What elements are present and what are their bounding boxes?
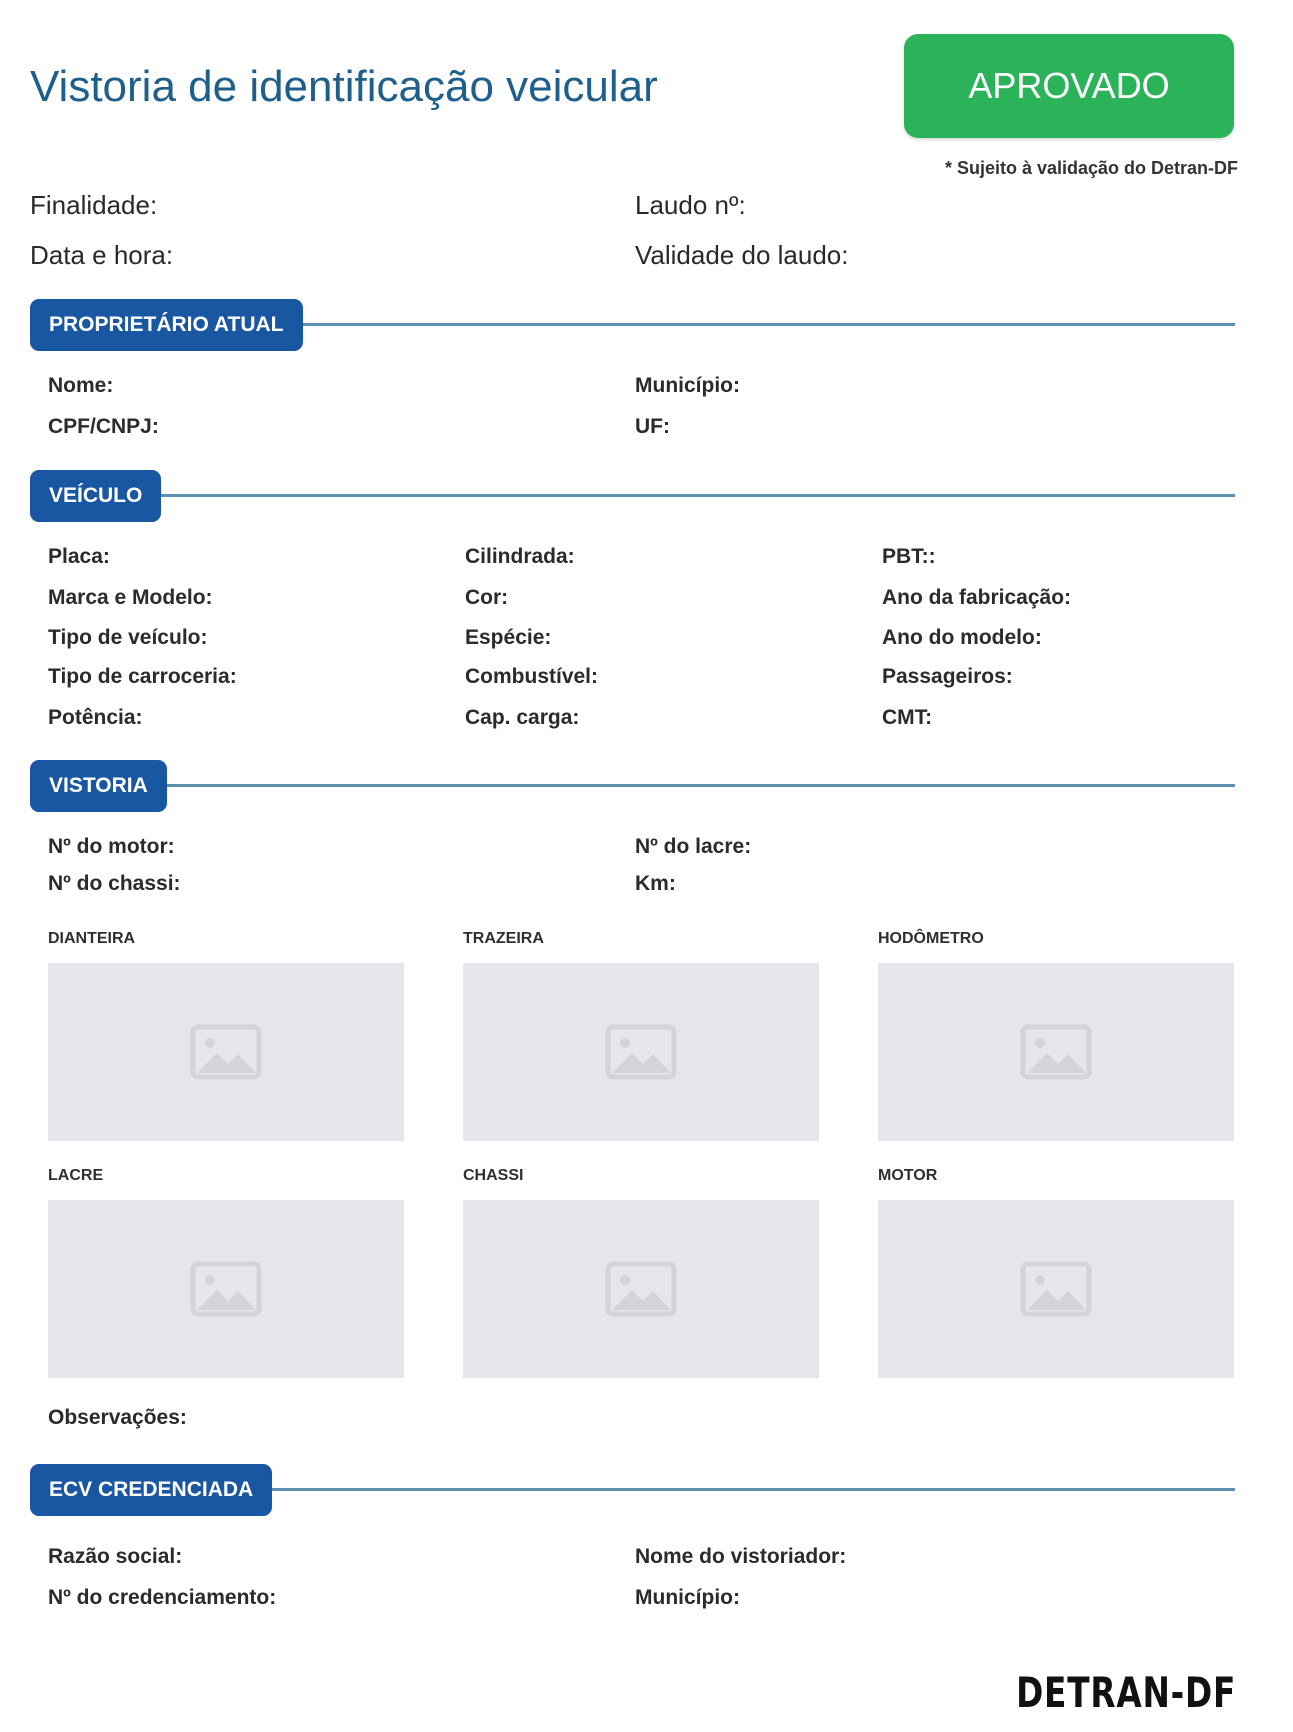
- photo-placeholder-chassi: [463, 1200, 819, 1378]
- validade-label: Validade do laudo:: [635, 240, 849, 270]
- finalidade-label: Finalidade:: [30, 190, 158, 220]
- section-proprietario: PROPRIETÁRIO ATUAL: [30, 299, 303, 351]
- tipo-carroceria-label: Tipo de carroceria:: [48, 665, 237, 688]
- nome-label: Nome:: [48, 374, 114, 397]
- cpf-label: CPF/CNPJ:: [48, 415, 159, 438]
- image-icon: [605, 1024, 677, 1080]
- detran-logo: DETRAN-DF: [1015, 1668, 1236, 1717]
- photo-placeholder-dianteira: [48, 963, 404, 1141]
- photo-caption-lacre: LACRE: [48, 1167, 104, 1184]
- section-veiculo: VEÍCULO: [30, 470, 161, 522]
- cmt-label: CMT:: [882, 706, 933, 729]
- cor-label: Cor:: [465, 586, 509, 609]
- ecv-municipio-label: Município:: [635, 1586, 740, 1609]
- ano-fabricacao-label: Ano da fabricação:: [882, 586, 1072, 609]
- uf-label: UF:: [635, 415, 670, 438]
- section-ecv: ECV CREDENCIADA: [30, 1464, 272, 1516]
- data-hora-label: Data e hora:: [30, 240, 174, 270]
- image-icon: [605, 1261, 677, 1317]
- marca-modelo-label: Marca e Modelo:: [48, 586, 213, 609]
- photo-caption-chassi: CHASSI: [463, 1167, 524, 1184]
- validation-note: * Sujeito à validação do Detran-DF: [944, 158, 1238, 178]
- photo-placeholder-trazeira: [463, 963, 819, 1141]
- photo-caption-trazeira: TRAZEIRA: [463, 930, 544, 947]
- image-icon: [190, 1261, 262, 1317]
- lacre-number-label: Nº do lacre:: [635, 835, 752, 858]
- passageiros-label: Passageiros:: [882, 665, 1013, 688]
- observacoes-label: Observações:: [48, 1406, 187, 1429]
- photo-placeholder-hodometro: [878, 963, 1234, 1141]
- credenciamento-label: Nº do credenciamento:: [48, 1586, 277, 1609]
- km-label: Km:: [635, 872, 676, 895]
- laudo-label: Laudo nº:: [635, 190, 746, 220]
- potencia-label: Potência:: [48, 706, 143, 729]
- image-icon: [190, 1024, 262, 1080]
- section-vistoria: VISTORIA: [30, 760, 167, 812]
- ano-modelo-label: Ano do modelo:: [882, 626, 1042, 649]
- image-icon: [1020, 1261, 1092, 1317]
- photo-caption-dianteira: DIANTEIRA: [48, 930, 136, 947]
- cilindrada-label: Cilindrada:: [465, 545, 575, 568]
- placa-label: Placa:: [48, 545, 110, 568]
- tipo-veiculo-label: Tipo de veículo:: [48, 626, 208, 649]
- section-divider: [30, 784, 1235, 787]
- combustivel-label: Combustível:: [465, 665, 599, 688]
- photo-caption-motor: MOTOR: [878, 1167, 938, 1184]
- status-badge: APROVADO: [904, 34, 1234, 138]
- photo-caption-hodometro: HODÔMETRO: [878, 930, 984, 947]
- page-title: Vistoria de identificação veicular: [30, 62, 658, 111]
- section-divider: [30, 494, 1235, 497]
- photo-placeholder-motor: [878, 1200, 1234, 1378]
- municipio-label: Município:: [635, 374, 740, 397]
- motor-number-label: Nº do motor:: [48, 835, 175, 858]
- especie-label: Espécie:: [465, 626, 552, 649]
- vistoriador-label: Nome do vistoriador:: [635, 1545, 847, 1568]
- image-icon: [1020, 1024, 1092, 1080]
- razao-social-label: Razão social:: [48, 1545, 183, 1568]
- pbt-label: PBT::: [882, 545, 936, 568]
- cap-carga-label: Cap. carga:: [465, 706, 580, 729]
- photo-placeholder-lacre: [48, 1200, 404, 1378]
- chassi-number-label: Nº do chassi:: [48, 872, 181, 895]
